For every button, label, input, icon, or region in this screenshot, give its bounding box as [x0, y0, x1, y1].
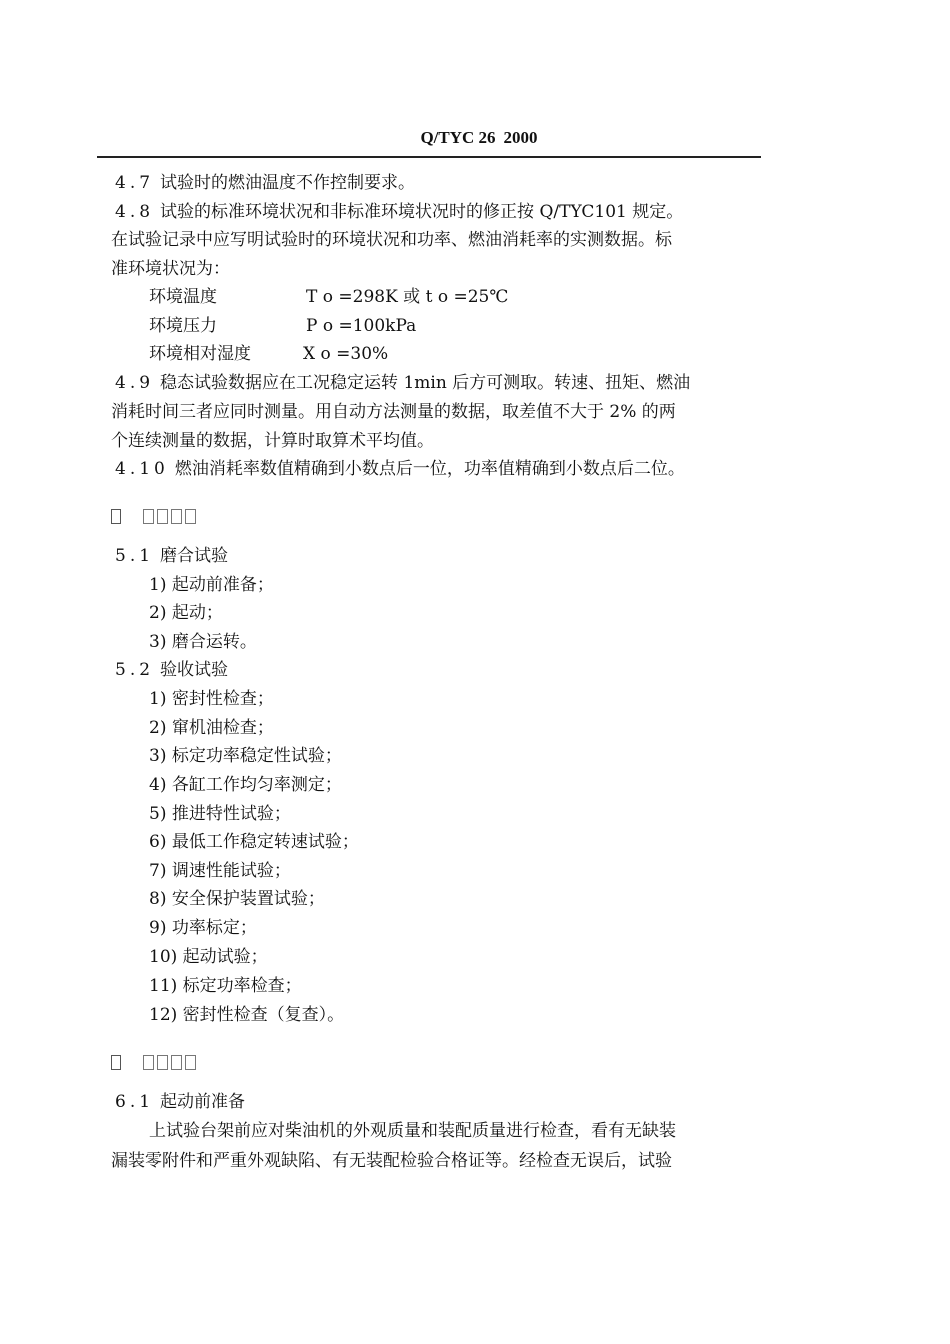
section-5-heading-glyphs [111, 509, 199, 526]
list-item: 11) 标定功率检查； [149, 976, 302, 996]
clause-text: 试验时的燃油温度不作控制要求。 [160, 173, 416, 193]
missing-glyph-icon [185, 509, 196, 524]
list-item: 1) 密封性检查； [149, 689, 274, 709]
clause-4-7 [115, 172, 415, 194]
list-item: 3) 磨合运转。 [149, 632, 257, 652]
list-item: 2) 窜机油检查； [149, 718, 274, 738]
standard-code: Q/TYC 26 [420, 128, 496, 147]
clause-title: 磨合试验 [160, 546, 229, 566]
clause-6-1-line1: 上试验台架前应对柴油机的外观质量和装配质量进行检查，看有无缺装 [149, 1121, 676, 1141]
list-item: 4) 各缸工作均匀率测定； [149, 775, 342, 795]
clause-5-1 [115, 545, 228, 567]
clause-4-9-line2: 消耗时间三者应同时测量。用自动方法测量的数据，取差值不大于 2% 的两 [111, 402, 676, 422]
env-label: 环境压力 [149, 316, 217, 336]
list-item: 12) 密封性检查（复查）。 [149, 1005, 345, 1025]
clause-4-9 [115, 372, 690, 394]
list-item: 3) 标定功率稳定性试验； [149, 746, 342, 766]
clause-4-8-line2: 在试验记录中应写明试验时的环境状况和功率、燃油消耗率的实测数据。标 [111, 230, 672, 250]
list-item: 5) 推进特性试验； [149, 804, 291, 824]
list-item: 7) 调速性能试验； [149, 861, 291, 881]
env-value: X o =30% [303, 344, 389, 364]
missing-glyph-icon [171, 1055, 182, 1070]
clause-4-9-line3: 个连续测量的数据，计算时取算术平均值。 [111, 431, 434, 451]
clause-number: 5.2 [115, 660, 155, 680]
list-item: 6) 最低工作稳定转速试验； [149, 832, 359, 852]
list-item: 8) 安全保护装置试验； [149, 889, 325, 909]
missing-glyph-icon [143, 509, 154, 524]
clause-number: 6.1 [115, 1092, 155, 1112]
clause-4-10 [115, 458, 685, 480]
clause-title: 验收试验 [160, 660, 229, 680]
env-value: T o =298K 或 t o =25℃ [306, 287, 509, 307]
clause-number: 4.8 [115, 202, 155, 222]
missing-glyph-icon [185, 1055, 196, 1070]
list-item: 2) 起动； [149, 603, 223, 623]
env-value: P o =100kPa [306, 316, 417, 336]
clause-number: 5.1 [115, 546, 155, 566]
missing-glyph-icon [111, 1055, 121, 1070]
missing-glyph-icon [111, 509, 121, 524]
header-rule [97, 156, 761, 158]
standard-year: 2000 [503, 128, 538, 147]
env-row-pressure [149, 315, 549, 337]
env-label: 环境温度 [149, 287, 217, 307]
clause-5-2 [115, 659, 228, 681]
env-row-temperature [149, 286, 549, 308]
list-item: 1) 起动前准备； [149, 575, 274, 595]
list-item: 10) 起动试验； [149, 947, 268, 967]
clause-4-8-line3: 准环境状况为： [111, 259, 230, 279]
clause-title: 起动前准备 [160, 1092, 246, 1112]
missing-glyph-icon [157, 509, 168, 524]
missing-glyph-icon [157, 1055, 168, 1070]
missing-glyph-icon [171, 509, 182, 524]
section-6-heading-glyphs [111, 1055, 199, 1072]
document-header [0, 128, 950, 148]
missing-glyph-icon [143, 1055, 154, 1070]
clause-4-8 [115, 201, 683, 223]
clause-number: 4.10 [115, 459, 169, 479]
clause-6-1 [115, 1091, 245, 1113]
clause-text: 稳态试验数据应在工况稳定运转 1min 后方可测取。转速、扭矩、燃油 [160, 373, 691, 393]
list-item: 9) 功率标定； [149, 918, 257, 938]
env-row-humidity [149, 343, 549, 365]
clause-text: 试验的标准环境状况和非标准环境状况时的修正按 Q/TYC101 规定。 [160, 202, 684, 222]
clause-number: 4.7 [115, 173, 155, 193]
clause-text: 燃油消耗率数值精确到小数点后一位，功率值精确到小数点后二位。 [174, 459, 685, 479]
clause-number: 4.9 [115, 373, 155, 393]
clause-6-1-line2: 漏装零附件和严重外观缺陷、有无装配检验合格证等。经检查无误后，试验 [111, 1151, 672, 1171]
env-label: 环境相对湿度 [149, 344, 251, 364]
